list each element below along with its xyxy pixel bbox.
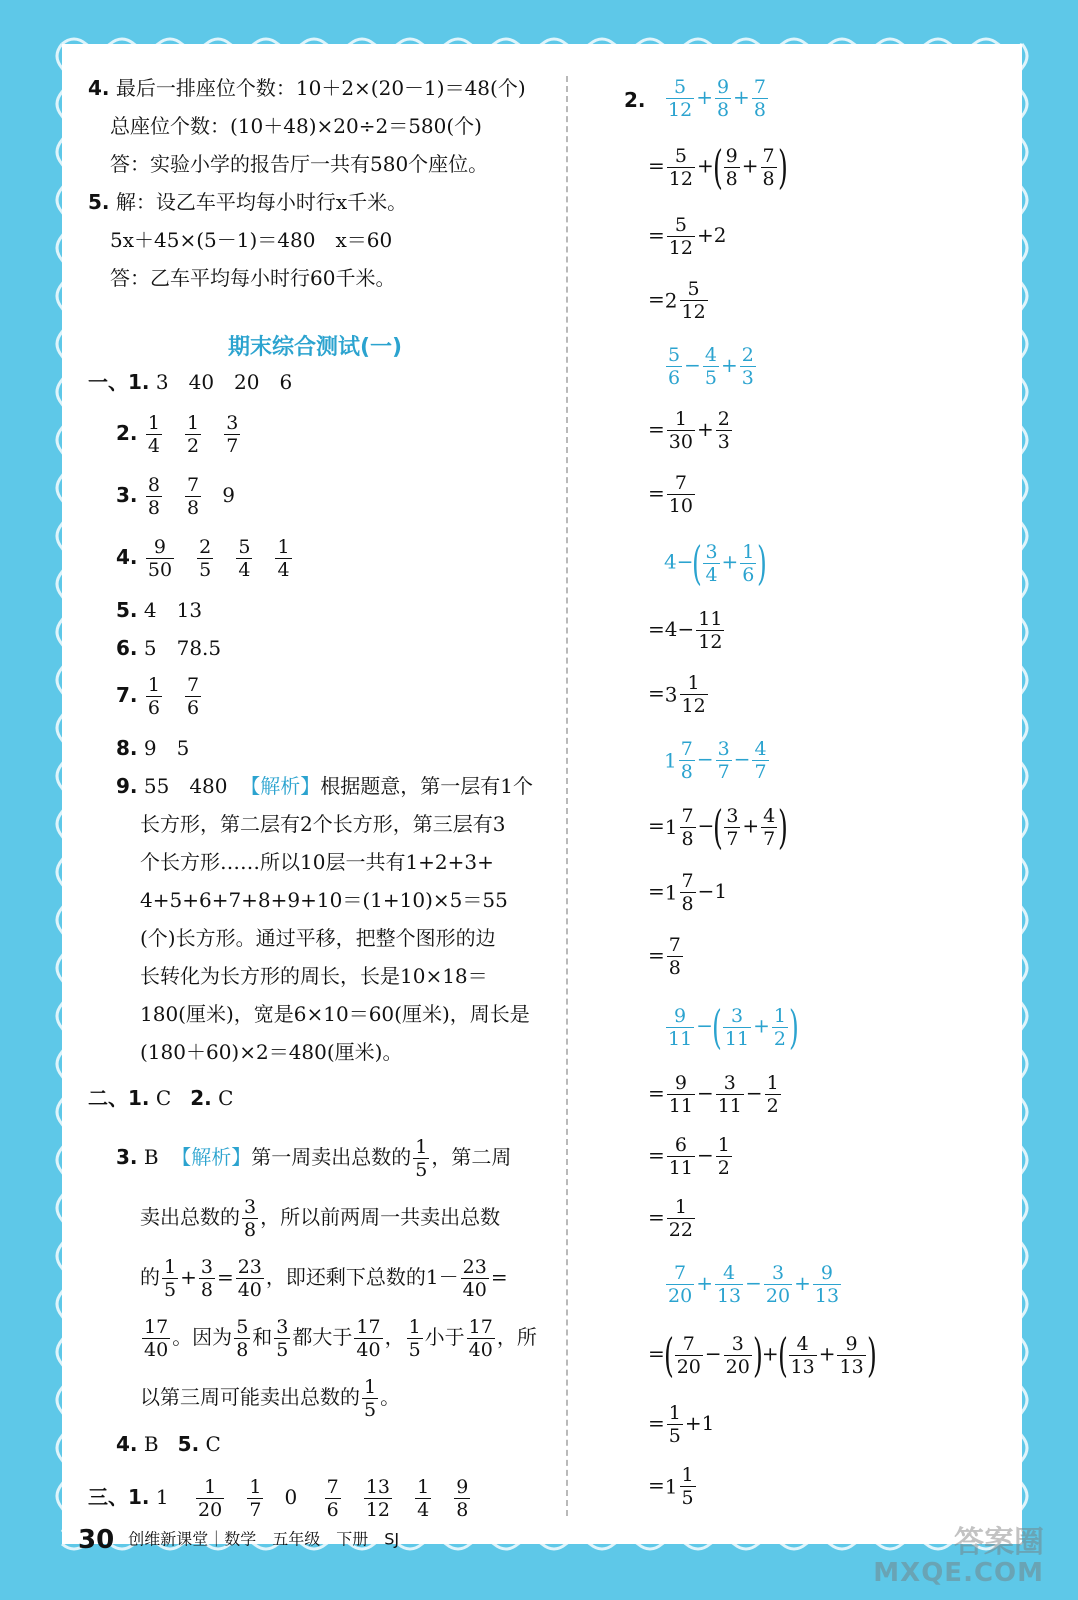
calc-6-step-2: = $\frac{1}{5}$ +1 — [648, 1402, 715, 1447]
calc-2-expression: $\frac{5}{6}$ − $\frac{4}{5}$ + $\frac{2}{3}$ — [668, 344, 754, 389]
right-question-label: 2. — [624, 88, 646, 112]
calc-1-expression: $\frac{5}{12}$ + $\frac{9}{8}$ + $\frac{7}{8}$ — [668, 76, 766, 121]
calc-3-step-2: =3 $\frac{1}{12}$ — [648, 672, 706, 717]
analysis-9-line-3: 个长方形……所以10层一共有1+2+3+ — [140, 850, 494, 874]
part-3-item-1: 三、1. 1 $\frac{1}{20}$ $\frac{1}{7}$ 0 $\frac{7}{6}$ $\frac{13}{12}$ $\frac{1}{4}$ $\frac{9}{8}$ — [88, 1476, 469, 1521]
section-title: 期末综合测试(一) — [227, 335, 403, 360]
answer-4-line-2: 总座位个数：(10＋48)×20÷2＝580(个) — [110, 114, 482, 138]
calc-5-step-1: = $\frac{9}{11}$ − $\frac{3}{11}$ − $\frac{1}{2}$ — [648, 1072, 779, 1117]
calc-2-step-2: = $\frac{7}{10}$ — [648, 472, 693, 517]
analysis-9-line-2: 长方形，第二层有2个长方形，第三层有3 — [140, 812, 506, 836]
analysis-9-line-7: 180(厘米)，宽是6×10＝60(厘米)，周长是 — [140, 1002, 530, 1026]
calc-4-expression: 1 $\frac{7}{8}$ − $\frac{3}{7}$ − $\frac{4}{7}$ — [664, 738, 767, 783]
analysis-3-line-3: 的 $\frac{1}{5}$ + $\frac{3}{8}$ = $\frac{23}{40}$ ，即还剩下总数的1－ $\frac{23}{40}$ = — [140, 1256, 508, 1301]
answer-4-line-1: 4. 最后一排座位个数：10＋2×(20－1)＝48(个) — [88, 76, 526, 100]
part-1-item-4: 4. $\frac{9}{50}$ $\frac{2}{5}$ $\frac{5}{4}$ $\frac{1}{4}$ — [116, 536, 290, 581]
calc-4-step-2: =1 $\frac{7}{8}$ −1 — [648, 870, 728, 915]
calc-6-step-1: =( $\frac{7}{20}$ − $\frac{3}{20}$ )+( $\frac{4}{13}$ + $\frac{9}{13}$ ) — [648, 1328, 877, 1382]
part-2-items-4-5: 4. B 5. C — [116, 1432, 221, 1456]
analysis-3-line-2: 卖出总数的 $\frac{3}{8}$ ，所以前两周一共卖出总数 — [140, 1196, 501, 1241]
part-1-item-6: 6. 5 78.5 — [116, 636, 222, 660]
calc-4-step-1: =1 $\frac{7}{8}$ −( $\frac{3}{7}$ + $\frac{4}{7}$ ) — [648, 800, 789, 854]
analysis-3-line-5: 以第三周可能卖出总数的 $\frac{1}{5}$ 。 — [140, 1376, 401, 1421]
calc-1-step-3: =2 $\frac{5}{12}$ — [648, 278, 706, 323]
calc-6-expression: $\frac{7}{20}$ + $\frac{4}{13}$ − $\frac{3}{20}$ + $\frac{9}{13}$ — [668, 1262, 840, 1307]
calc-1-step-1: = $\frac{5}{12}$ +( $\frac{9}{8}$ + $\frac{7}{8}$ ) — [648, 140, 788, 194]
part-1-item-5: 5. 4 13 — [116, 598, 203, 622]
column-divider — [566, 76, 568, 1516]
answer-4-line-3: 答：实验小学的报告厅一共有580个座位。 — [110, 152, 489, 176]
analysis-3-line-4: $\frac{17}{40}$ 。因为 $\frac{5}{8}$ 和 $\frac{3}{5}$ 都大于 $\frac{17}{40}$ ， $\frac{1}{5}$ 小于 $\frac{17}{40}$ ，所 — [144, 1316, 537, 1361]
part-2-items-1-2: 二、1. C 2. C — [88, 1086, 234, 1110]
analysis-9-line-6: 长转化为长方形的周长，长是10×18＝ — [140, 964, 488, 988]
analysis-9-line-8: (180＋60)×2＝480(厘米)。 — [140, 1040, 403, 1064]
part-1-item-8: 8. 9 5 — [116, 736, 190, 760]
part-1-item-2: 2. $\frac{1}{4}$ $\frac{1}{2}$ $\frac{3}{7}$ — [116, 412, 239, 457]
calc-1-step-2: = $\frac{5}{12}$ +2 — [648, 214, 727, 259]
calc-5-step-3: = $\frac{1}{22}$ — [648, 1196, 693, 1241]
calc-2-step-1: = $\frac{1}{30}$ + $\frac{2}{3}$ — [648, 408, 730, 453]
calc-4-step-3: = $\frac{7}{8}$ — [648, 934, 681, 979]
part-1-item-1: 一、1. 3 40 20 6 — [88, 370, 293, 394]
answer-5-line-1: 5. 解：设乙车平均每小时行x千米。 — [88, 190, 408, 214]
part-1-item-3: 3. $\frac{8}{8}$ $\frac{7}{8}$ 9 — [116, 474, 235, 519]
calc-3-step-1: =4− $\frac{11}{12}$ — [648, 608, 723, 653]
site-watermark: 答案圈 MXQE.COM — [873, 1525, 1044, 1588]
analysis-9-line-5: (个)长方形。通过平移，把整个图形的边 — [140, 926, 496, 950]
calc-3-expression: 4−( $\frac{3}{4}$ + $\frac{1}{6}$ ) — [664, 536, 768, 590]
footer-book-info: 创维新课堂｜数学 五年级 下册 SJ — [128, 1529, 400, 1549]
page-number: 30 — [78, 1525, 115, 1555]
calc-5-step-2: = $\frac{6}{11}$ − $\frac{1}{2}$ — [648, 1134, 730, 1179]
part-1-item-7: 7. $\frac{1}{6}$ $\frac{7}{6}$ — [116, 674, 200, 719]
answer-5-line-3: 答：乙车平均每小时行60千米。 — [110, 266, 396, 290]
page-footer — [78, 1525, 399, 1555]
answer-5-line-2: 5x＋45×(5－1)＝480 x＝60 — [110, 228, 393, 252]
calc-5-expression: $\frac{9}{11}$ −( $\frac{3}{11}$ + $\frac{1}{2}$ ) — [668, 1000, 799, 1054]
calc-6-step-3: =1 $\frac{1}{5}$ — [648, 1464, 694, 1509]
part-1-item-9: 9. 55 480 【解析】根据题意，第一层有1个 — [116, 774, 533, 798]
part-2-item-3: 3. B 【解析】第一周卖出总数的 $\frac{1}{5}$ ，第二周 — [116, 1136, 512, 1181]
analysis-9-line-4: 4+5+6+7+8+9+10＝(1+10)×5＝55 — [140, 888, 508, 912]
